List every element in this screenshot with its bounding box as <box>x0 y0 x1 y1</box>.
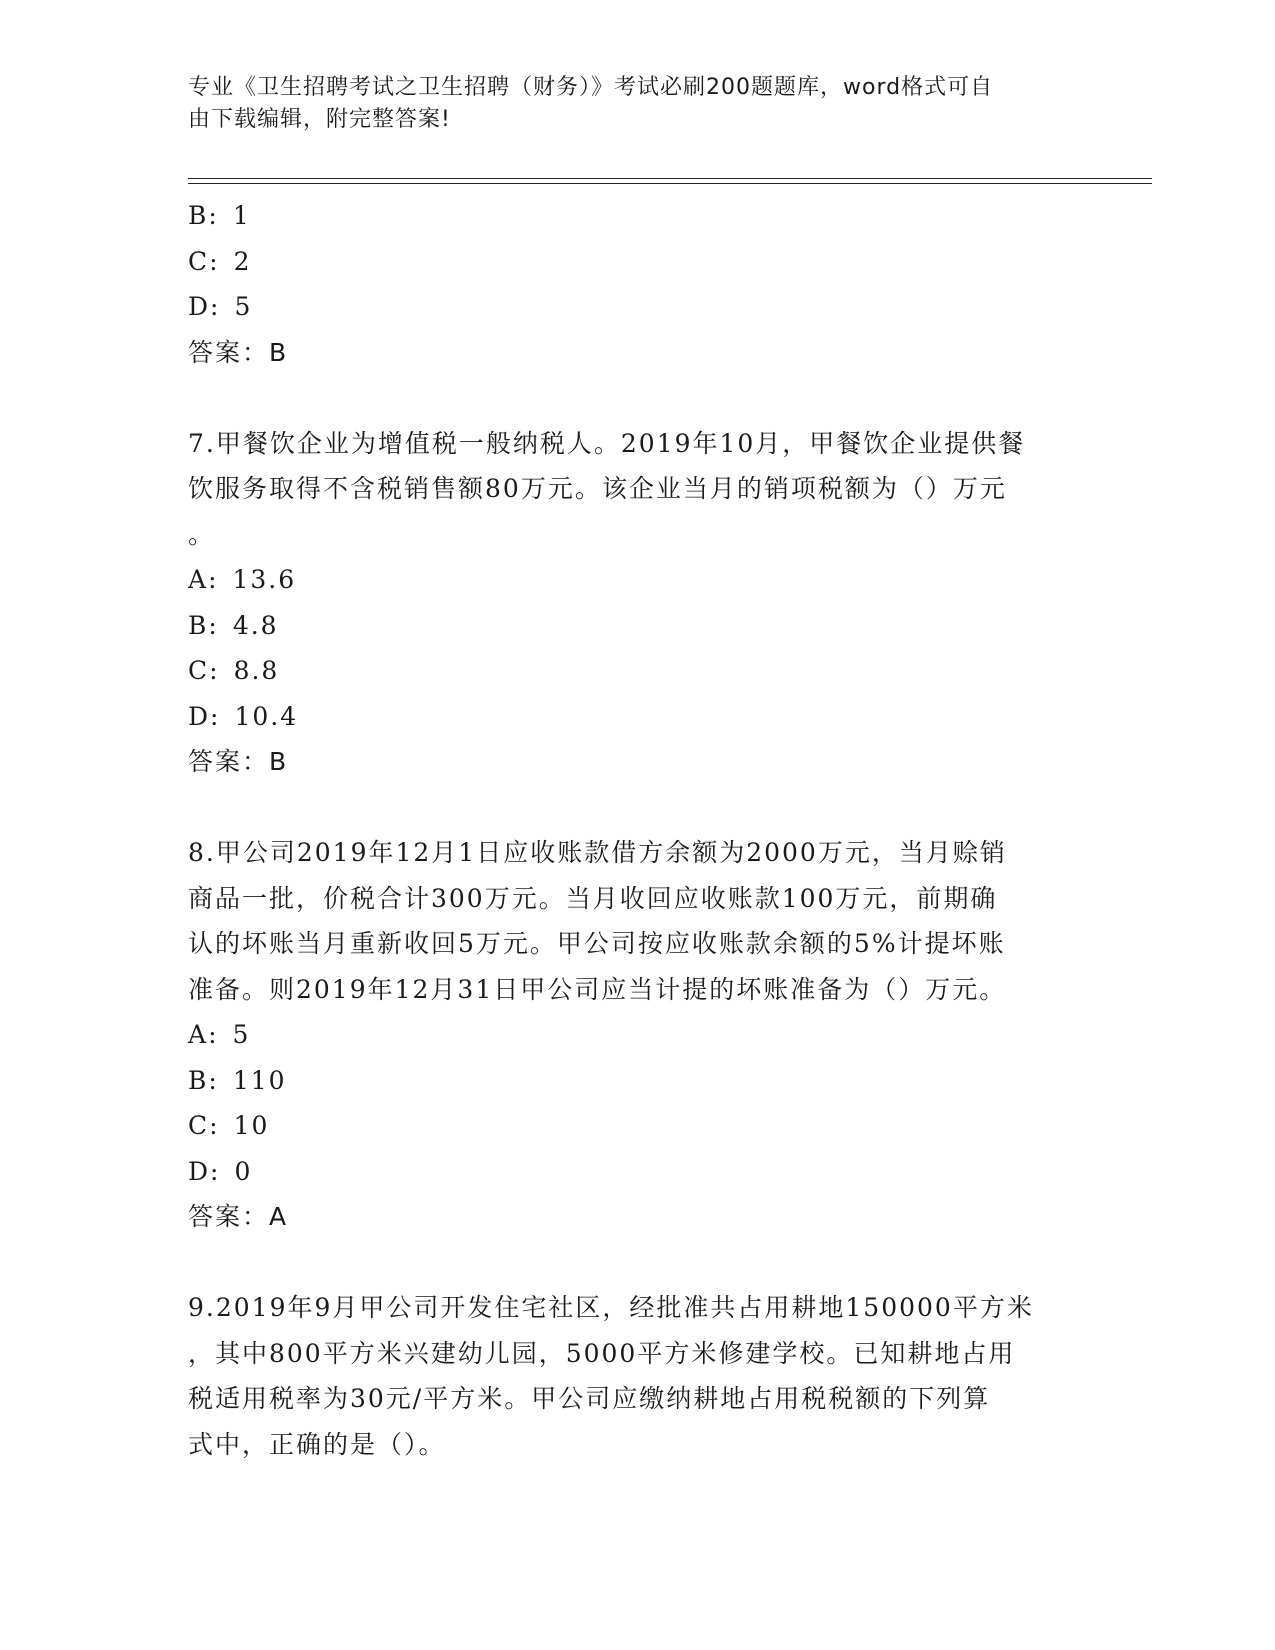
option-value: 1 <box>232 201 251 230</box>
answer-line: 答案：B <box>188 337 289 367</box>
option-value: 8.8 <box>233 656 280 685</box>
option-line <box>188 239 1088 285</box>
spacer <box>188 1240 1088 1286</box>
option-key: D <box>188 701 211 731</box>
option-separator: : <box>210 292 221 321</box>
header-line-2: 由下载编辑，附完整答案! <box>188 107 451 132</box>
question-text-line: 商品一批，价税合计300万元。当月收回应收账款100万元，前期确 <box>188 883 998 913</box>
option-value: 4.8 <box>232 610 279 640</box>
option-separator: : <box>210 1156 221 1186</box>
option-line <box>188 1058 1088 1104</box>
spacer <box>188 375 1088 421</box>
question-text-line: 准备。则2019年12月31日甲公司应当计提的坏账准备为（）万元。 <box>188 974 1007 1004</box>
option-value: 5 <box>232 1020 251 1049</box>
header-divider-top <box>188 178 1152 179</box>
question-8 <box>188 830 1088 1240</box>
question-text-line: 式中，正确的是（）。 <box>188 1429 446 1459</box>
question-text-line: 7.甲餐饮企业为增值税一般纳税人。2019年10月，甲餐饮企业提供餐 <box>188 428 1026 458</box>
option-value: 10.4 <box>234 701 299 731</box>
option-key: C <box>188 1111 210 1140</box>
option-line <box>188 1149 1088 1195</box>
option-key: A <box>188 565 209 594</box>
spacer <box>188 785 1088 831</box>
option-value: 2 <box>233 246 252 276</box>
option-separator: : <box>208 201 219 230</box>
question-text-line: 认的坏账当月重新收回5万元。甲公司按应收账款余额的5%计提坏账 <box>188 929 1006 958</box>
question-text-line: 饮服务取得不含税销售额80万元。该企业当月的销项税额为（）万元 <box>188 474 1007 503</box>
option-separator: : <box>208 1020 219 1049</box>
option-separator: : <box>209 246 220 276</box>
option-separator: : <box>209 1111 220 1140</box>
question-content <box>188 193 1088 1467</box>
option-line <box>188 694 1088 740</box>
header-divider-bottom <box>188 183 1152 184</box>
option-key: B <box>188 201 209 230</box>
question-text-line: ，其中800平方米兴建幼儿园，5000平方米修建学校。已知耕地占用 <box>188 1338 1016 1368</box>
question-7 <box>188 421 1088 785</box>
answer-line: 答案：A <box>188 1202 289 1231</box>
question-text-line: 9.2019年9月甲公司开发住宅社区，经批准共占用耕地150000平方米 <box>188 1293 1034 1322</box>
option-key: C <box>188 656 210 685</box>
option-key: D <box>188 1156 211 1186</box>
option-value: 10 <box>233 1111 270 1140</box>
option-line <box>188 1103 1088 1149</box>
prev-question-options <box>188 193 1088 330</box>
option-line <box>188 1012 1088 1058</box>
option-separator: : <box>208 1065 219 1095</box>
option-key: A <box>188 1020 209 1049</box>
option-value: 13.6 <box>232 565 297 594</box>
option-key: B <box>188 610 209 640</box>
option-key: B <box>188 1065 209 1095</box>
question-text-line: 8.甲公司2019年12月1日应收账款借方余额为2000万元，当月赊销 <box>188 838 1007 867</box>
option-line <box>188 603 1088 649</box>
option-separator: : <box>208 565 219 594</box>
option-line <box>188 284 1088 330</box>
answer-line: 答案：B <box>188 747 289 776</box>
option-line <box>188 557 1088 603</box>
option-key: D <box>188 292 211 321</box>
header-line-1: 专业《卫生招聘考试之卫生招聘（财务）》考试必刷200题题库，word格式可自 <box>188 75 994 100</box>
option-value: 5 <box>234 292 253 321</box>
document-header <box>188 72 1068 136</box>
option-separator: : <box>210 701 221 731</box>
option-separator: : <box>209 656 220 685</box>
option-value: 0 <box>234 1156 253 1186</box>
question-text-line: 税适用税率为30元/平方米。甲公司应缴纳耕地占用税税额的下列算 <box>188 1384 991 1413</box>
question-text-line: 。 <box>188 519 216 549</box>
option-separator: : <box>208 610 219 640</box>
option-value: 110 <box>232 1065 287 1095</box>
option-key: C <box>188 246 210 276</box>
question-9 <box>188 1285 1088 1467</box>
option-line <box>188 648 1088 694</box>
option-line <box>188 193 1088 239</box>
